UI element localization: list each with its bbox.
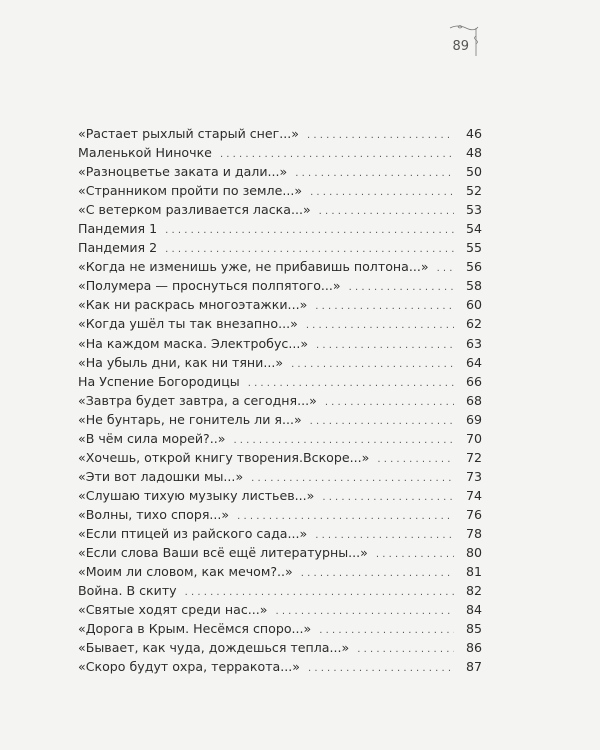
toc-entry <box>78 295 482 314</box>
toc-entry-page: 50 <box>465 164 482 180</box>
toc-entry-page: 82 <box>465 583 482 599</box>
toc-entry-title: «Если птицей из райского сада...» <box>78 525 308 541</box>
toc-entry <box>78 486 482 505</box>
toc-entry <box>78 162 482 181</box>
toc-entry-page: 53 <box>465 202 482 218</box>
toc-entry-page: 62 <box>465 316 482 332</box>
toc-entry <box>78 391 482 410</box>
dot-leader <box>293 564 454 583</box>
toc-entry-page: 54 <box>465 221 482 237</box>
dot-leader <box>302 183 454 202</box>
dot-leader <box>157 221 454 240</box>
dot-leader <box>308 336 454 355</box>
page-number: 89 <box>452 39 469 54</box>
dot-leader <box>311 202 454 221</box>
toc-entry <box>78 143 482 162</box>
toc-entry-title: «Волны, тихо споря...» <box>78 506 230 522</box>
dot-leader <box>302 412 454 431</box>
toc-entry <box>78 429 482 448</box>
toc-entry-title: «Слушаю тихую музыку листьев...» <box>78 487 315 503</box>
toc-entry <box>78 200 482 219</box>
toc-entry-title: На Успение Богородицы <box>78 373 240 389</box>
toc-entry <box>78 657 482 676</box>
toc-entry-title: «Скоро будут охра, терракота...» <box>78 659 300 675</box>
toc-entry <box>78 638 482 657</box>
toc-entry-title: «Разноцветье заката и дали...» <box>78 164 288 180</box>
toc-entry-page: 69 <box>465 411 482 427</box>
toc-entry-page: 60 <box>465 297 482 313</box>
dot-leader <box>349 640 454 659</box>
dot-leader <box>298 316 454 335</box>
toc-entry <box>78 181 482 200</box>
toc-entry <box>78 276 482 295</box>
toc-entry-title: «Растает рыхлый старый снег...» <box>78 126 299 141</box>
toc-entry-title: «На каждом маска. Электробус...» <box>78 335 309 351</box>
toc-entry-page: 56 <box>465 259 482 275</box>
toc-entry-title: «Не бунтарь, не гонитель ли я...» <box>78 411 302 427</box>
dot-leader <box>287 164 454 183</box>
toc-entry <box>78 524 482 543</box>
toc-entry-page: 66 <box>465 373 482 389</box>
toc-entry-page: 46 <box>465 126 482 141</box>
toc-entry-title: «Странником пройти по земле...» <box>78 183 303 199</box>
toc-entry <box>78 448 482 467</box>
toc-entry-title: Маленькой Ниночке <box>78 145 212 161</box>
toc-entry-title: «На убыль дни, как ни тяни...» <box>78 354 284 370</box>
toc-entry <box>78 238 482 257</box>
toc-entry <box>78 124 482 143</box>
toc-entry-page: 84 <box>465 602 482 618</box>
toc-entry-page: 86 <box>465 640 482 656</box>
toc-entry <box>78 581 482 600</box>
toc-entry-title: «Эти вот ладошки мы...» <box>78 468 244 484</box>
toc-entry-page: 76 <box>465 506 482 522</box>
toc-entry-page: 87 <box>465 659 482 675</box>
toc-entry-title: «Если слова Ваши всё ещё литературны...» <box>78 545 368 561</box>
toc-entry-title: «Завтра будет завтра, а сегодня...» <box>78 392 317 408</box>
dot-leader <box>300 659 454 678</box>
dot-leader <box>429 259 454 278</box>
dot-leader <box>307 297 454 316</box>
toc-entry <box>78 543 482 562</box>
toc-entry <box>78 219 482 238</box>
toc-entry-title: «Святые ходят среди нас...» <box>78 602 268 618</box>
table-of-contents <box>78 124 482 676</box>
toc-entry-title: «Моим ли словом, как мечом?..» <box>78 564 293 580</box>
toc-entry-title: Пандемия 1 <box>78 221 158 237</box>
dot-leader <box>341 278 454 297</box>
toc-entry <box>78 257 482 276</box>
toc-entry <box>78 505 482 524</box>
toc-entry-page: 80 <box>465 545 482 561</box>
toc-entry-title: «Полумера — проснуться полпятого...» <box>78 278 341 294</box>
dot-leader <box>369 450 454 469</box>
toc-entry-page: 70 <box>465 430 482 446</box>
toc-entry <box>78 619 482 638</box>
toc-entry-page: 48 <box>465 145 482 161</box>
toc-entry-page: 78 <box>465 525 482 541</box>
toc-entry-page: 72 <box>465 449 482 465</box>
toc-entry <box>78 314 482 333</box>
dot-leader <box>314 488 454 507</box>
toc-entry <box>78 353 482 372</box>
toc-entry-title: «Дорога в Крым. Несёмся споро...» <box>78 621 312 637</box>
toc-entry-page: 73 <box>465 468 482 484</box>
toc-entry-title: Пандемия 2 <box>78 240 158 256</box>
toc-entry-page: 58 <box>465 278 482 294</box>
toc-entry-page: 85 <box>465 621 482 637</box>
toc-entry-page: 68 <box>465 392 482 408</box>
toc-entry-title: «Когда ушёл ты так внезапно...» <box>78 316 298 332</box>
toc-entry-title: «В чём сила морей?..» <box>78 430 226 446</box>
dot-leader <box>368 545 454 564</box>
toc-entry-title: «Хочешь, открой книгу творения.Вскоре...» <box>78 449 370 465</box>
toc-entry-title: Война. В скиту <box>78 583 177 599</box>
toc-entry <box>78 334 482 353</box>
dot-leader <box>299 126 454 145</box>
toc-entry-page: 63 <box>465 335 482 351</box>
toc-entry-title: «С ветерком разливается ласка...» <box>78 202 311 218</box>
toc-entry-page: 64 <box>465 354 482 370</box>
toc-entry-page: 55 <box>465 240 482 256</box>
toc-entry <box>78 562 482 581</box>
toc-entry <box>78 410 482 429</box>
dot-leader <box>283 355 454 374</box>
toc-entry-title: «Бывает, как чуда, дождешься тепла...» <box>78 640 350 656</box>
toc-entry <box>78 600 482 619</box>
toc-entry-page: 81 <box>465 564 482 580</box>
toc-entry-page: 74 <box>465 487 482 503</box>
toc-entry <box>78 372 482 391</box>
toc-entry-title: «Как ни раскрась многоэтажки...» <box>78 297 308 313</box>
toc-entry-page: 52 <box>465 183 482 199</box>
dot-leader <box>317 393 454 412</box>
toc-entry <box>78 467 482 486</box>
toc-entry-title: «Когда не изменишь уже, не прибавишь полтона...» <box>78 259 429 275</box>
